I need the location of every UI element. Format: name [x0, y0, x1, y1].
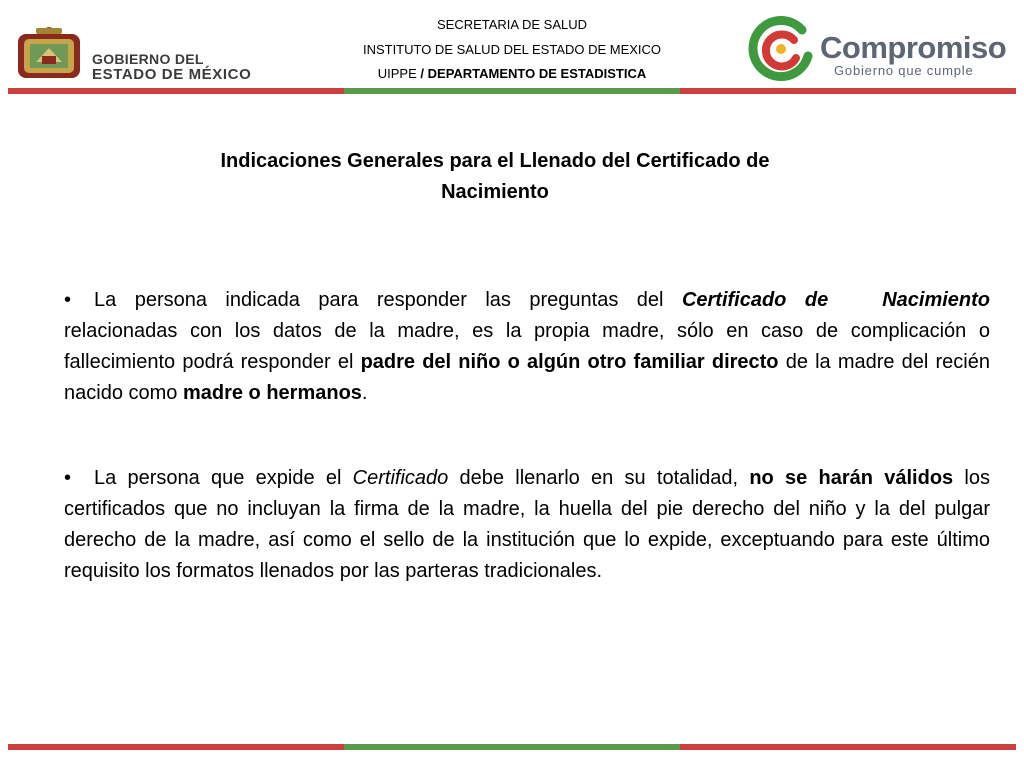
compromiso-word: Compromiso	[820, 30, 1007, 65]
page-title	[150, 146, 840, 208]
p2-text-3: los certificados que no incluyan la firma de la madre, la huella del pie derecho del niño y la del pulgar derecho de la madre, así como el sello de la institución que lo expide, exceptuando para este último requisito los formatos llenados por las parteras tradicionales.	[64, 467, 990, 582]
header-divider	[8, 88, 1016, 94]
title-line2: Nacimiento	[441, 181, 549, 203]
gobierno-estado-mexico-logo	[16, 26, 276, 86]
gobierno-logo-line2: ESTADO DE MÉXICO	[92, 66, 252, 83]
footer-divider	[8, 744, 1016, 750]
title-line1: Indicaciones Generales para el Llenado del Certificado de	[220, 150, 770, 172]
p1-bold-madre-hermanos: madre o hermanos	[182, 382, 362, 404]
p2-bold-no-validos: no se harán válidos	[749, 467, 954, 489]
header-department-name: / DEPARTAMENTO DE ESTADISTICA	[420, 66, 647, 81]
bullet-2: •	[64, 467, 72, 489]
p1-nacimiento: Nacimiento	[882, 289, 991, 311]
compromiso-tagline: Gobierno que cumple	[834, 63, 974, 78]
p2-text-1: La persona que expide el	[94, 467, 353, 489]
header-uippe: UIPPE	[377, 66, 417, 81]
p1-text-1: La persona indicada para responder las preguntas del	[94, 289, 682, 311]
bullet-1: •	[64, 289, 72, 311]
p1-text-3: de la madre del recién nacido como	[64, 351, 990, 404]
p1-text-2: relacionadas con los datos de la madre, es la propia madre, sólo en caso de complicación o fallecimiento podrá responder el	[64, 320, 990, 373]
p1-certificado-de: Certificado de	[681, 289, 829, 311]
compromiso-swirl-icon	[748, 16, 814, 82]
p1-text-4: .	[361, 382, 368, 404]
gobierno-logo-line1: GOBIERNO DEL	[92, 51, 204, 67]
p2-certificado: Certificado	[352, 467, 449, 489]
gobierno-logo-text	[92, 52, 251, 82]
header-line-instituto: INSTITUTO DE SALUD DEL ESTADO DE MEXICO	[362, 41, 662, 57]
p1-bold-padre: padre del niño o algún otro familiar directo	[360, 351, 779, 373]
coat-of-arms-icon	[16, 26, 82, 82]
header-line-secretaria: SECRETARIA DE SALUD	[436, 17, 588, 32]
p2-text-2: debe llenarlo en su totalidad,	[448, 467, 750, 489]
instruction-paragraph-1	[64, 285, 990, 409]
compromiso-logo	[748, 16, 1018, 82]
instruction-paragraph-2	[64, 463, 990, 587]
